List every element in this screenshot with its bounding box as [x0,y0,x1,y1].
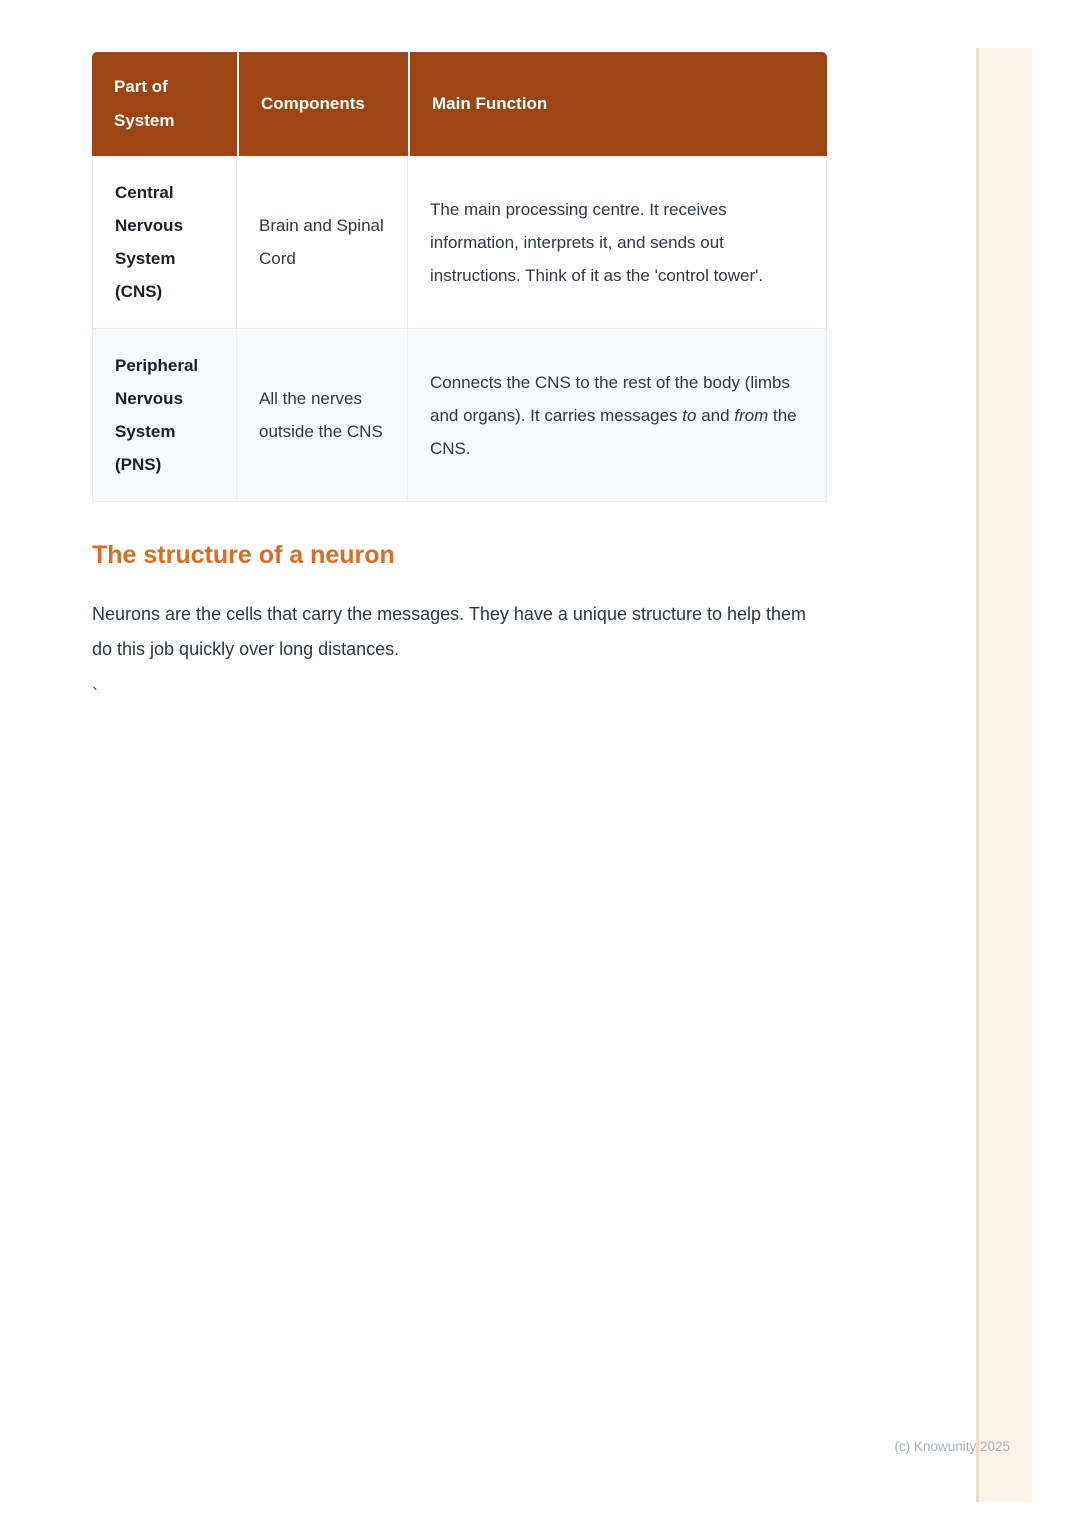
nervous-system-table [92,52,827,502]
section-heading: The structure of a neuron [92,541,395,569]
copyright-text: (c) Knowunity 2025 [894,1439,1010,1454]
pns-function-text-2: and [696,405,735,425]
cell-pns-part: Peripheral Nervous System (PNS) [92,329,237,502]
pns-function-text-3: the CNS. [430,405,797,458]
pns-function-italic-from: from [734,405,769,425]
table-row-pns [92,329,827,502]
page-edge-strip [976,48,1032,1502]
table-header-components: Components [237,52,408,156]
cell-cns-part: Central Nervous System (CNS) [92,156,237,329]
table-header-row [92,52,827,156]
section-paragraph: Neurons are the cells that carry the messages. They have a unique structure to help them do this job quickly over long distances. [92,604,807,659]
table-row-cns [92,156,827,329]
cell-pns-function [408,329,827,502]
table-header-part-of-system: Part of System [92,52,237,156]
pns-function-italic-to: to [682,405,697,425]
cell-cns-function [408,156,827,329]
cns-function-text: The main processing centre. It receives information, interprets it, and sends out instructions. Think of it as the 'control tower'. [430,199,764,285]
pns-function-text-1: Connects the CNS to the rest of the body (limbs and organs). It carries messages [430,372,791,425]
cell-pns-components: All the nerves outside the CNS [237,329,408,502]
cell-cns-components: Brain and Spinal Cord [237,156,408,329]
stray-backtick: ` [92,685,98,705]
table-header-main-function: Main Function [408,52,827,156]
